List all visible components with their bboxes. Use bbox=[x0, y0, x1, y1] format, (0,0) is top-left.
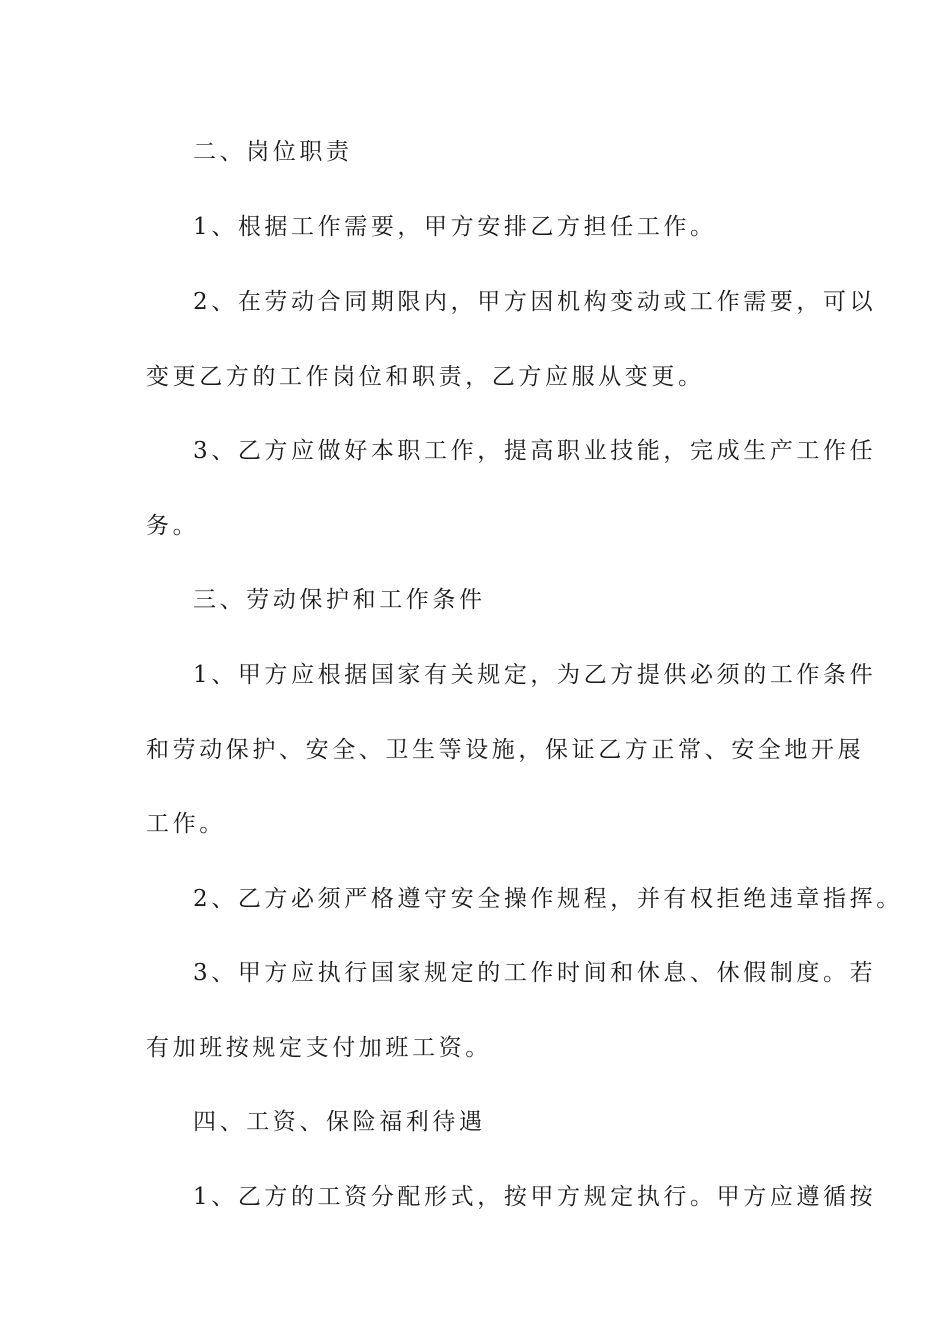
section-heading-labor-protection: 三、劳动保护和工作条件 bbox=[193, 587, 486, 613]
section-heading-job-duties: 二、岗位职责 bbox=[193, 139, 353, 165]
paragraph-line: 3、甲方应执行国家规定的工作时间和休息、休假制度。若 bbox=[193, 960, 877, 986]
paragraph-line: 2、在劳动合同期限内，甲方因机构变动或工作需要，可以 bbox=[193, 289, 877, 315]
paragraph-line: 工作。 bbox=[146, 811, 226, 837]
paragraph-line: 1、乙方的工资分配形式，按甲方规定执行。甲方应遵循按 bbox=[193, 1184, 877, 1210]
paragraph-line: 3、乙方应做好本职工作，提高职业技能，完成生产工作任 bbox=[193, 438, 877, 464]
paragraph-line: 务。 bbox=[146, 513, 200, 539]
section-heading-wages-benefits: 四、工资、保险福利待遇 bbox=[193, 1109, 486, 1135]
paragraph-line: 变更乙方的工作岗位和职责，乙方应服从变更。 bbox=[146, 364, 705, 390]
paragraph-line: 1、甲方应根据国家有关规定，为乙方提供必须的工作条件 bbox=[193, 662, 877, 688]
paragraph-line: 和劳动保护、安全、卫生等设施，保证乙方正常、安全地开展 bbox=[146, 737, 865, 763]
paragraph-line: 1、根据工作需要，甲方安排乙方担任工作。 bbox=[193, 214, 717, 240]
paragraph-line: 有加班按规定支付加班工资。 bbox=[146, 1035, 492, 1061]
paragraph-line: 2、乙方必须严格遵守安全操作规程，并有权拒绝违章指挥。 bbox=[193, 886, 903, 912]
